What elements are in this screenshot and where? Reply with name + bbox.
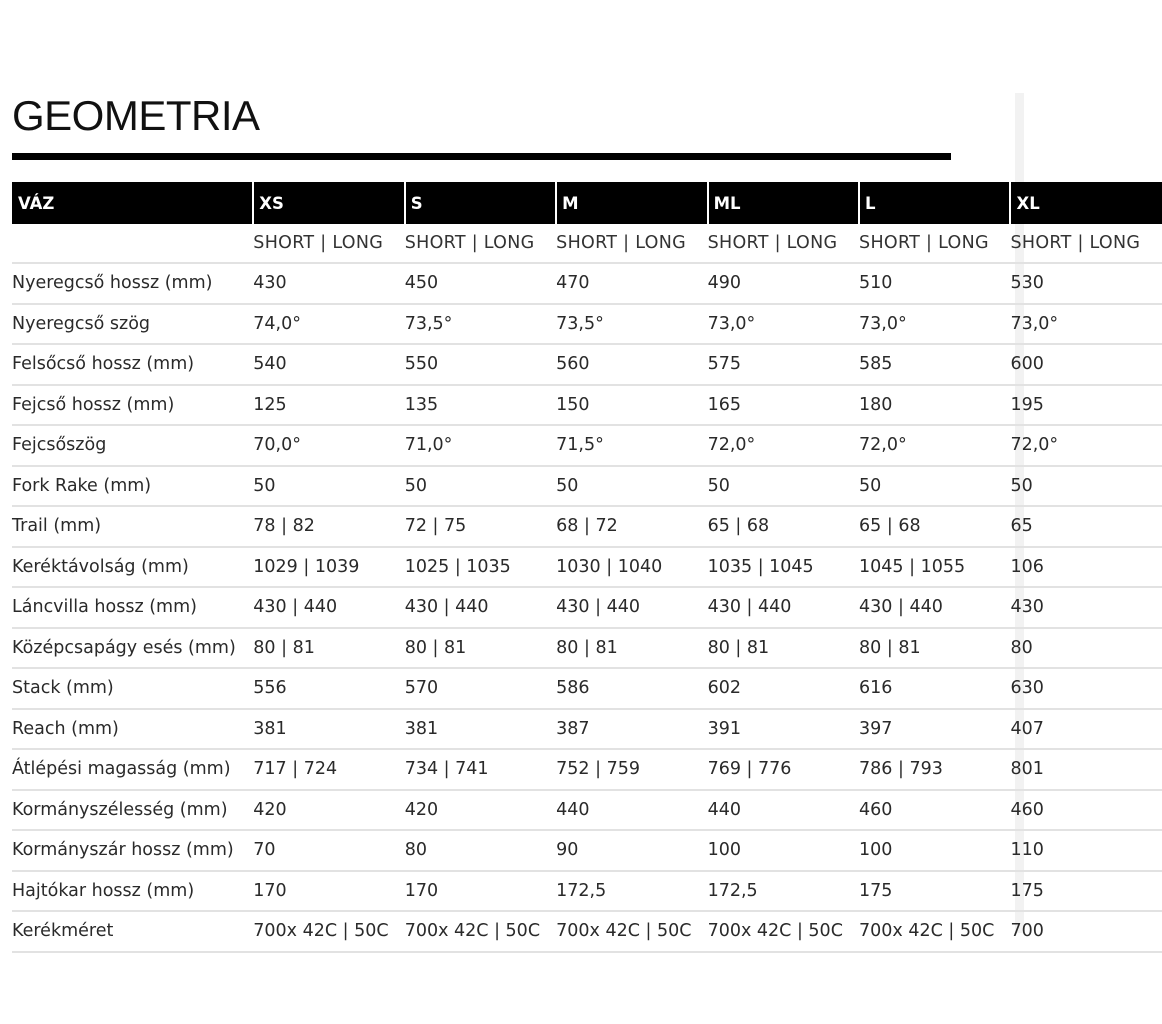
table-cell: 550 [405,344,556,385]
table-cell: 397 [859,709,1010,750]
table-cell: 50 [1010,466,1162,507]
table-cell: 700x 42C | 50C [708,911,859,952]
table-cell: 80 | 81 [708,628,859,669]
table-row [12,911,1162,952]
table-cell: 430 | 440 [556,587,707,628]
table-row [12,871,1162,912]
table-cell: 71,0° [405,425,556,466]
table-row [12,547,1162,588]
table-cell: 430 | 440 [859,587,1010,628]
table-row [12,749,1162,790]
row-label: Nyeregcső hossz (mm) [12,263,253,304]
table-cell: 175 [1010,871,1162,912]
table-cell: 170 [405,871,556,912]
size-header-l: L [859,182,1010,224]
table-cell: 170 [253,871,404,912]
table-cell: 1035 | 1045 [708,547,859,588]
row-label: Kormányszár hossz (mm) [12,830,253,871]
table-cell: 752 | 759 [556,749,707,790]
table-cell: 73,5° [405,304,556,345]
table-cell: 586 [556,668,707,709]
variant-label: SHORT | LONG [253,224,404,263]
table-cell: 602 [708,668,859,709]
table-cell: 72,0° [859,425,1010,466]
table-row [12,830,1162,871]
table-cell: 50 [708,466,859,507]
row-label: Keréktávolság (mm) [12,547,253,588]
row-label: Stack (mm) [12,668,253,709]
table-cell: 65 | 68 [859,506,1010,547]
table-cell: 700x 42C | 50C [859,911,1010,952]
table-cell: 630 [1010,668,1162,709]
table-cell: 381 [405,709,556,750]
row-label: Kormányszélesség (mm) [12,790,253,831]
table-cell: 180 [859,385,1010,426]
table-cell: 391 [708,709,859,750]
geometry-table [12,182,1162,953]
table-cell: 50 [253,466,404,507]
title-divider [12,153,951,160]
frame-header: VÁZ [12,182,253,224]
table-cell: 74,0° [253,304,404,345]
table-cell: 510 [859,263,1010,304]
table-row [12,344,1162,385]
table-cell: 70,0° [253,425,404,466]
table-cell: 430 | 440 [708,587,859,628]
table-cell: 430 [253,263,404,304]
table-cell: 430 | 440 [253,587,404,628]
table-cell: 540 [253,344,404,385]
table-cell: 80 | 81 [405,628,556,669]
variant-subheader-row [12,224,1162,263]
table-cell: 490 [708,263,859,304]
geometry-table-body [12,263,1162,952]
table-cell: 530 [1010,263,1162,304]
table-row [12,709,1162,750]
table-cell: 65 | 68 [708,506,859,547]
table-cell: 407 [1010,709,1162,750]
table-row [12,628,1162,669]
variant-label: SHORT | LONG [859,224,1010,263]
row-label: Fejcsőszög [12,425,253,466]
table-cell: 700x 42C | 50C [253,911,404,952]
table-cell: 72,0° [1010,425,1162,466]
table-cell: 769 | 776 [708,749,859,790]
subheader-empty [12,224,253,263]
row-label: Fork Rake (mm) [12,466,253,507]
table-cell: 700x 42C | 50C [405,911,556,952]
row-label: Fejcső hossz (mm) [12,385,253,426]
row-label: Trail (mm) [12,506,253,547]
table-cell: 80 | 81 [556,628,707,669]
table-cell: 801 [1010,749,1162,790]
table-cell: 172,5 [556,871,707,912]
variant-label: SHORT | LONG [405,224,556,263]
table-cell: 1029 | 1039 [253,547,404,588]
table-cell: 430 | 440 [405,587,556,628]
row-label: Felsőcső hossz (mm) [12,344,253,385]
geometry-table-container [12,182,1141,942]
table-cell: 700x 42C | 50C [556,911,707,952]
table-cell: 450 [405,263,556,304]
table-cell: 73,5° [556,304,707,345]
table-cell: 195 [1010,385,1162,426]
table-cell: 440 [556,790,707,831]
row-label: Kerékméret [12,911,253,952]
table-cell: 560 [556,344,707,385]
table-cell: 50 [556,466,707,507]
row-label: Láncvilla hossz (mm) [12,587,253,628]
row-label: Átlépési magasság (mm) [12,749,253,790]
table-cell: 420 [253,790,404,831]
row-label: Középcsapágy esés (mm) [12,628,253,669]
table-cell: 1025 | 1035 [405,547,556,588]
table-cell: 72 | 75 [405,506,556,547]
table-cell: 460 [1010,790,1162,831]
size-header-ml: ML [708,182,859,224]
table-cell: 90 [556,830,707,871]
table-cell: 80 [1010,628,1162,669]
table-cell: 72,0° [708,425,859,466]
table-row [12,263,1162,304]
table-cell: 65 [1010,506,1162,547]
table-cell: 575 [708,344,859,385]
table-cell: 175 [859,871,1010,912]
row-label: Hajtókar hossz (mm) [12,871,253,912]
table-row [12,668,1162,709]
table-cell: 420 [405,790,556,831]
variant-label: SHORT | LONG [1010,224,1162,263]
table-cell: 80 | 81 [253,628,404,669]
size-header-s: S [405,182,556,224]
size-header-row [12,182,1162,224]
size-header-xl: XL [1010,182,1162,224]
table-cell: 460 [859,790,1010,831]
table-cell: 80 | 81 [859,628,1010,669]
table-cell: 734 | 741 [405,749,556,790]
table-cell: 430 [1010,587,1162,628]
table-cell: 600 [1010,344,1162,385]
table-cell: 100 [859,830,1010,871]
variant-label: SHORT | LONG [556,224,707,263]
table-cell: 68 | 72 [556,506,707,547]
table-cell: 387 [556,709,707,750]
table-cell: 786 | 793 [859,749,1010,790]
table-cell: 78 | 82 [253,506,404,547]
row-label: Reach (mm) [12,709,253,750]
table-cell: 73,0° [1010,304,1162,345]
table-cell: 71,5° [556,425,707,466]
table-cell: 125 [253,385,404,426]
table-cell: 150 [556,385,707,426]
table-row [12,425,1162,466]
table-cell: 1045 | 1055 [859,547,1010,588]
table-row [12,385,1162,426]
table-cell: 70 [253,830,404,871]
table-cell: 1030 | 1040 [556,547,707,588]
table-cell: 381 [253,709,404,750]
table-cell: 135 [405,385,556,426]
table-row [12,466,1162,507]
table-cell: 73,0° [708,304,859,345]
table-cell: 440 [708,790,859,831]
table-cell: 717 | 724 [253,749,404,790]
table-cell: 616 [859,668,1010,709]
table-row [12,506,1162,547]
table-row [12,304,1162,345]
table-cell: 165 [708,385,859,426]
row-label: Nyeregcső szög [12,304,253,345]
table-cell: 100 [708,830,859,871]
table-cell: 172,5 [708,871,859,912]
table-row [12,587,1162,628]
table-cell: 50 [405,466,556,507]
table-cell: 470 [556,263,707,304]
table-cell: 585 [859,344,1010,385]
table-cell: 50 [859,466,1010,507]
table-cell: 570 [405,668,556,709]
variant-label: SHORT | LONG [708,224,859,263]
size-header-m: M [556,182,707,224]
table-cell: 700 [1010,911,1162,952]
table-cell: 80 [405,830,556,871]
table-cell: 106 [1010,547,1162,588]
size-header-xs: XS [253,182,404,224]
page-title: GEOMETRIA [12,92,260,139]
table-cell: 110 [1010,830,1162,871]
table-cell: 556 [253,668,404,709]
table-row [12,790,1162,831]
table-cell: 73,0° [859,304,1010,345]
